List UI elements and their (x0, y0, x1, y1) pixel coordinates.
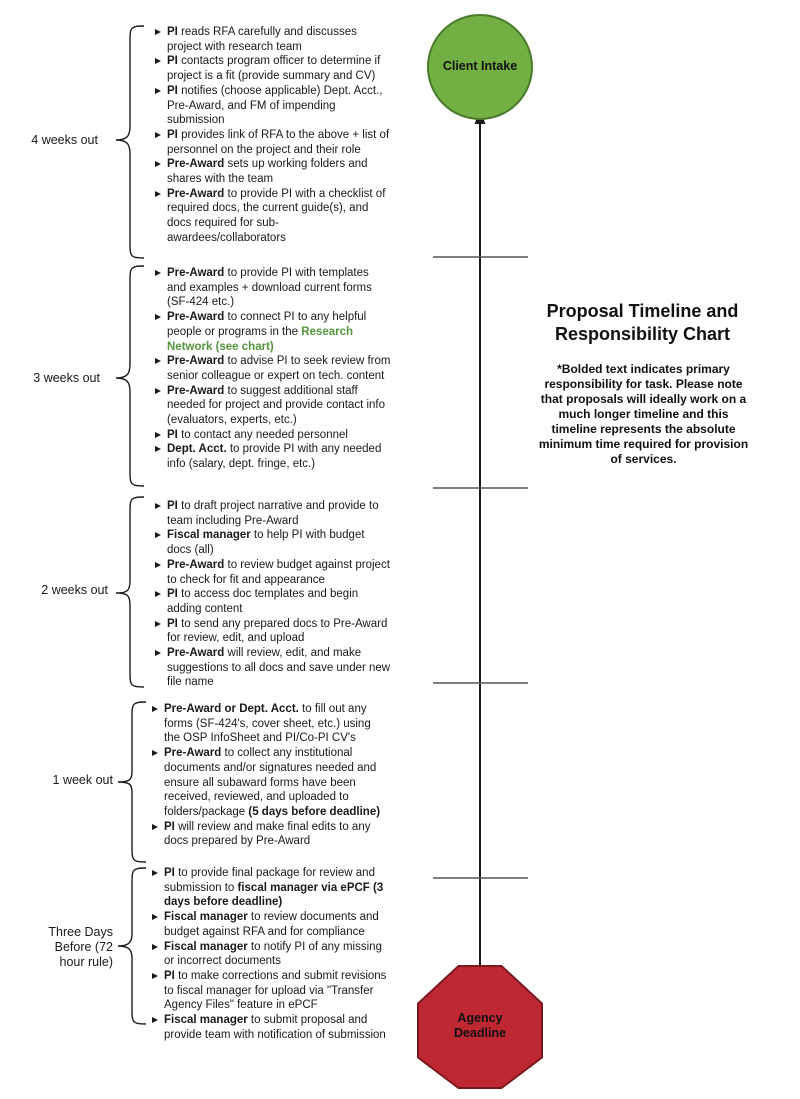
task-text: to review budget against project to check for fit and appearance (167, 558, 390, 586)
task-item (150, 746, 388, 820)
task-item (153, 25, 391, 54)
task-text: to send any prepared docs to Pre-Award for review, edit, and upload (167, 617, 388, 645)
task-item (153, 528, 391, 557)
task-owner: PI (164, 969, 175, 982)
task-list (150, 702, 388, 849)
task-owner: Pre-Award or Dept. Acct. (164, 703, 299, 715)
task-item (153, 54, 391, 83)
task-list (153, 266, 391, 472)
task-owner: Pre-Award (167, 187, 225, 200)
task-owner: PI (167, 500, 178, 512)
task-item (153, 617, 391, 646)
task-item (153, 187, 391, 246)
task-deadline-note: (5 days before deadline) (248, 805, 381, 818)
task-text: sets up working folders and shares with the team (167, 158, 368, 186)
task-item (153, 157, 391, 186)
task-owner: PI (167, 588, 178, 601)
task-list (153, 499, 391, 690)
task-owner: Fiscal manager (164, 1014, 248, 1027)
task-owner: Pre-Award (167, 647, 225, 660)
task-text: to provide PI with any needed info (salary, dept. fringe, etc.) (167, 443, 382, 471)
task-text: to advise PI to seek review from senior colleague or expert on tech. content (167, 355, 391, 382)
task-owner: PI (167, 428, 178, 441)
task-item (153, 128, 391, 157)
task-item (153, 442, 391, 471)
phase-label: 3 weeks out (33, 371, 100, 385)
phase-label: 1 week out (52, 773, 113, 787)
task-owner: Dept. Acct. (167, 443, 227, 456)
task-text: to provide PI with templates and examples + download current forms (SF-424 etc.) (167, 267, 372, 309)
task-owner: PI (164, 867, 175, 879)
brace (112, 866, 148, 1026)
brace (110, 495, 146, 689)
task-text: to fill out any forms (SF-424's, cover sheet, etc.) using the OSP InfoSheet and PI/Co-PI CV's (164, 703, 371, 745)
task-owner: Pre-Award (167, 558, 225, 571)
task-owner: Fiscal manager (164, 940, 248, 953)
task-text: contacts program officer to determine if project is a fit (provide summary and CV) (167, 55, 381, 83)
task-text: to draft project narrative and provide to team including Pre-Award (167, 500, 379, 527)
brace (110, 264, 146, 488)
phase-label: Three Days Before (72 hour rule) (48, 925, 113, 969)
task-owner: Pre-Award (167, 384, 225, 397)
task-item (153, 310, 391, 354)
task-owner: Fiscal manager (164, 911, 248, 924)
agency-deadline-label: Agency Deadline (453, 1011, 507, 1040)
task-list (153, 25, 391, 246)
phase-label: 2 weeks out (41, 583, 108, 597)
task-item (150, 820, 388, 849)
task-owner: PI (164, 820, 175, 833)
task-owner: Pre-Award (167, 158, 225, 171)
task-text: will review and make final edits to any docs prepared by Pre-Award (164, 820, 371, 848)
task-owner: PI (167, 26, 178, 38)
task-owner: PI (167, 617, 178, 630)
task-item (150, 910, 388, 939)
task-text: to review documents and budget against RFA and for compliance (164, 911, 379, 938)
task-owner: PI (167, 128, 178, 141)
task-item (153, 499, 391, 528)
task-owner: Pre-Award (164, 747, 222, 760)
task-text: to notify PI of any missing or incorrect documents (164, 940, 382, 968)
task-owner: Pre-Award (167, 311, 225, 324)
task-item (153, 558, 391, 587)
task-text: to contact any needed personnel (177, 428, 348, 441)
task-item (153, 84, 391, 128)
task-owner: Fiscal manager (167, 529, 251, 542)
brace (112, 700, 148, 864)
task-item (153, 428, 391, 443)
task-item (153, 587, 391, 616)
task-owner: PI (167, 55, 178, 68)
task-item (153, 266, 391, 310)
task-text: to provide PI with a checklist of required docs, the current guide(s), and docs required for sub-awardees/collaborators (167, 187, 386, 244)
task-item (150, 940, 388, 969)
task-text: to make corrections and submit revisions to fiscal manager for upload via "Transfer Agency Files" feature in ePCF (164, 969, 387, 1012)
task-owner: PI (167, 84, 178, 97)
task-deadline-note: fiscal manager via ePCF (3 days before deadline) (164, 881, 384, 909)
task-item (150, 866, 388, 910)
task-item (153, 354, 391, 383)
task-item (153, 646, 391, 690)
chart-title: Proposal Timeline and Responsibility Chart (546, 301, 739, 344)
task-text: reads RFA carefully and discusses project with research team (167, 26, 357, 53)
brace (110, 24, 146, 260)
chart-note: *Bolded text indicates primary responsibility for task. Please note that proposals will ideally work on a much longer timeline and this timeline represents the absolute minimum time required for provision of services. (538, 362, 749, 466)
task-text: will review, edit, and make suggestions to all docs and save under new file name (167, 647, 391, 689)
task-text: to connect PI to any helpful people or programs in the (167, 311, 367, 338)
client-intake-label: Client Intake (442, 59, 518, 73)
task-list (150, 866, 388, 1042)
task-item (153, 384, 391, 428)
task-text: notifies (choose applicable) Dept. Acct., Pre-Award, and FM of impending submission (167, 84, 383, 127)
task-text: provides link of RFA to the above + list of personnel on the project and their role (167, 128, 390, 156)
task-item (150, 969, 388, 1013)
task-text: to submit proposal and provide team with notification of submission (164, 1014, 386, 1041)
task-text: to suggest additional staff needed for project and provide contact info (evaluators, experts, etc.) (167, 384, 386, 427)
research-network-link[interactable]: Research Network (see chart) (167, 325, 354, 353)
task-text: to collect any institutional documents and/or signatures needed and ensure all subaward forms have been received, reviewed, and uploaded to folders/package (164, 747, 377, 818)
task-item (150, 1013, 388, 1042)
phase-label: 4 weeks out (31, 133, 98, 147)
task-text: to provide final package for review and submission to (164, 867, 375, 894)
task-text: to access doc templates and begin adding content (167, 588, 359, 615)
task-text: to help PI with budget docs (all) (167, 529, 365, 557)
task-item (150, 702, 388, 746)
task-owner: Pre-Award (167, 355, 225, 368)
task-owner: Pre-Award (167, 267, 225, 279)
